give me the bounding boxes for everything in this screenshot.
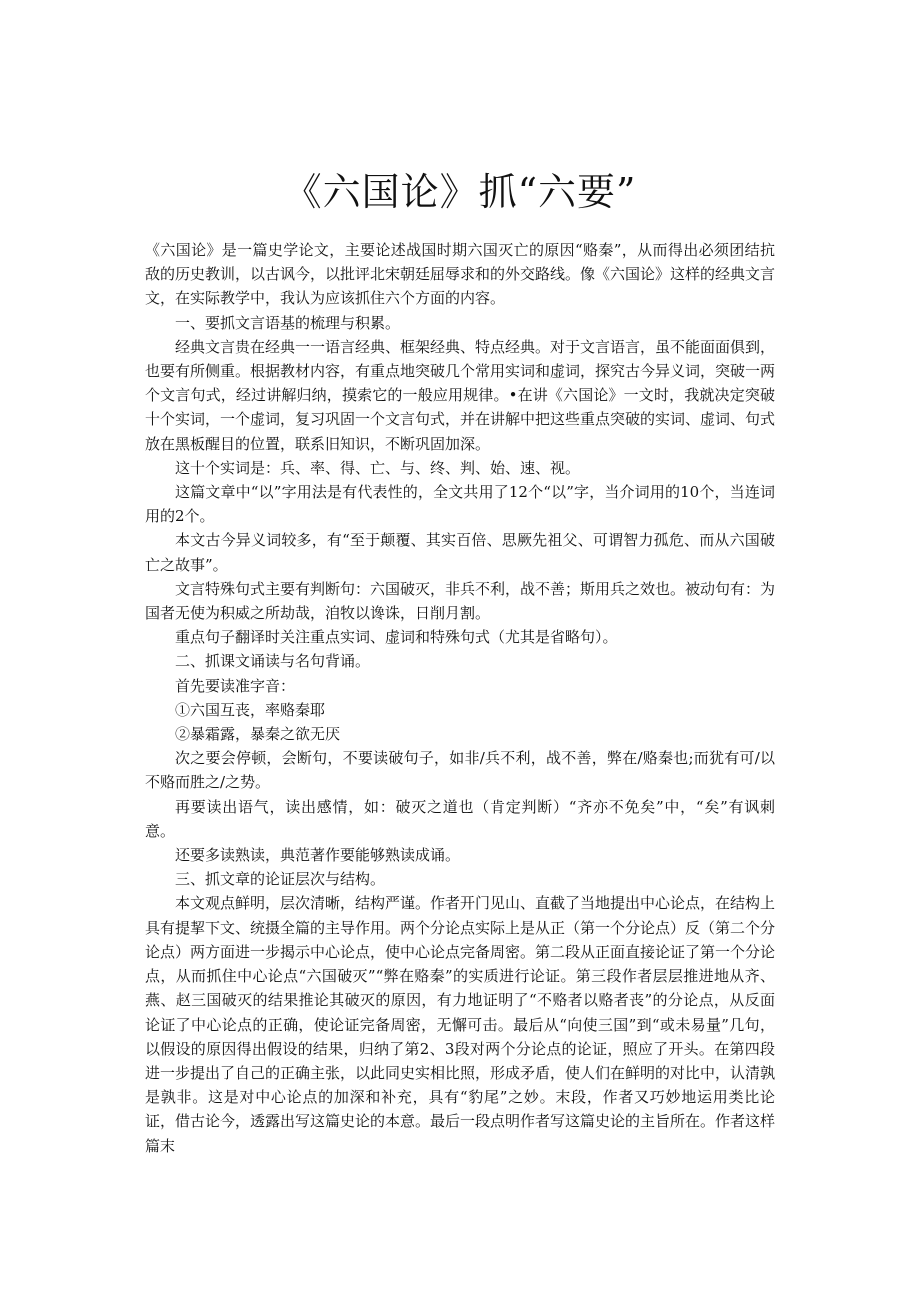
paragraph: 这篇文章中“以”字用法是有代表性的，全文共用了12个“以”字，当介词用的10个，当连词用的2个。	[145, 483, 775, 526]
paragraph: 重点句子翻译时关注重点实词、虚词和特殊句式（尤其是省略句）。	[175, 628, 618, 647]
paragraph-heading-3: 三、抓文章的论证层次与结构。	[175, 870, 386, 889]
paragraph: 次之要会停顿，会断句，不要读破句子，如非/兵不利，战不善，弊在/赂秦也;而犹有可/以不赂而胜之/之势。	[145, 749, 775, 792]
document-body	[145, 238, 775, 1158]
paragraph: 本文古今异义词较多，有“至于颠覆、其实百倍、思厥先祖父、可谓智力孤危、而从六国破亡之故事”。	[145, 531, 775, 574]
list-item: ②暴霜露，暴秦之欲无厌	[175, 725, 341, 744]
paragraph-heading-1: 一、要抓文言语基的梳理与积累。	[175, 313, 401, 332]
paragraph: 再要读出语气，读出感情，如：破灭之道也（肯定判断）“齐亦不免矣”中，“矣”有讽刺意。	[145, 797, 775, 840]
paragraph: 还要多读熟读，典范著作要能够熟读成诵。	[175, 846, 461, 865]
list-item: ①六国互丧，率赂秦耶	[175, 700, 326, 719]
paragraph: 这十个实词是：兵、率、得、亡、与、终、判、始、速、视。	[175, 458, 581, 477]
paragraph: 首先要读准字音：	[175, 676, 296, 695]
paragraph: 文言特殊句式主要有判断句：六国破灭，非兵不利，战不善；斯用兵之效也。被动句有：为国者无使为积威之所劫哉，洎牧以谗诛，日削月割。	[145, 579, 776, 623]
paragraph-intro: 《六国论》是一篇史学论文，主要论述战国时期六国灭亡的原因“赂秦”，从而得出必须团结抗敌的历史教训，以古讽今，以批评北宋朝廷屈辱求和的外交路线。像《六国论》这样的经典文言文，在实际教学中，我认为应该抓住六个方面的内容。	[145, 241, 776, 308]
paragraph: 经典文言贵在经典一一语言经典、框架经典、特点经典。对于文言语言，虽不能面面俱到，也要有所侧重。根据教材内容，有重点地突破几个常用实词和虚词，探究古今异义词，突破一两个文言句式，经过讲解归纳，摸索它的一般应用规律。•在讲《六国论》一文时，我就决定突破十个实词，一个虚词，复习巩固一个文言句式，并在讲解中把这些重点突破的实词、虚词、句式放在黑板醒目的位置，联系旧知识，不断巩固加深。	[145, 337, 776, 453]
paragraph-heading-2: 二、抓课文诵读与名句背诵。	[175, 652, 371, 671]
paragraph: 本文观点鲜明，层次清晰，结构严谨。作者开门见山、直截了当地提出中心论点，在结构上具有提挈下文、统摄全篇的主导作用。两个分论点实际上是从正（第一个分论点）反（第二个分论点）两方面进一步揭示中心论点，使中心论点完备周密。第二段从正面直接论证了第一个分论点，从而抓住中心论点“六国破灭”“弊在赂秦”的实质进行论证。第三段作者层层推进地从齐、燕、赵三国破灭的结果推论其破灭的原因，有力地证明了“不赂者以赂者丧”的分论点，从反面论证了中心论点的正确，使论证完备周密，无懈可击。最后从“向使三国”到“或未易量”几句，以假设的原因得出假设的结果，归纳了第2、3段对两个分论点的论证，照应了开头。在第四段进一步提出了自己的正确主张，以此同史实相比照，形成矛盾，使人们在鲜明的对比中，认清孰是孰非。这是对中心论点的加深和补充，具有“豹尾”之妙。末段，作者又巧妙地运用类比论证，借古论今，透露出写这篇史论的本意。最后一段点明作者写这篇史论的主旨所在。作者这样篇末	[145, 894, 776, 1155]
document-title: 《六国论》抓“六要”	[283, 170, 637, 214]
